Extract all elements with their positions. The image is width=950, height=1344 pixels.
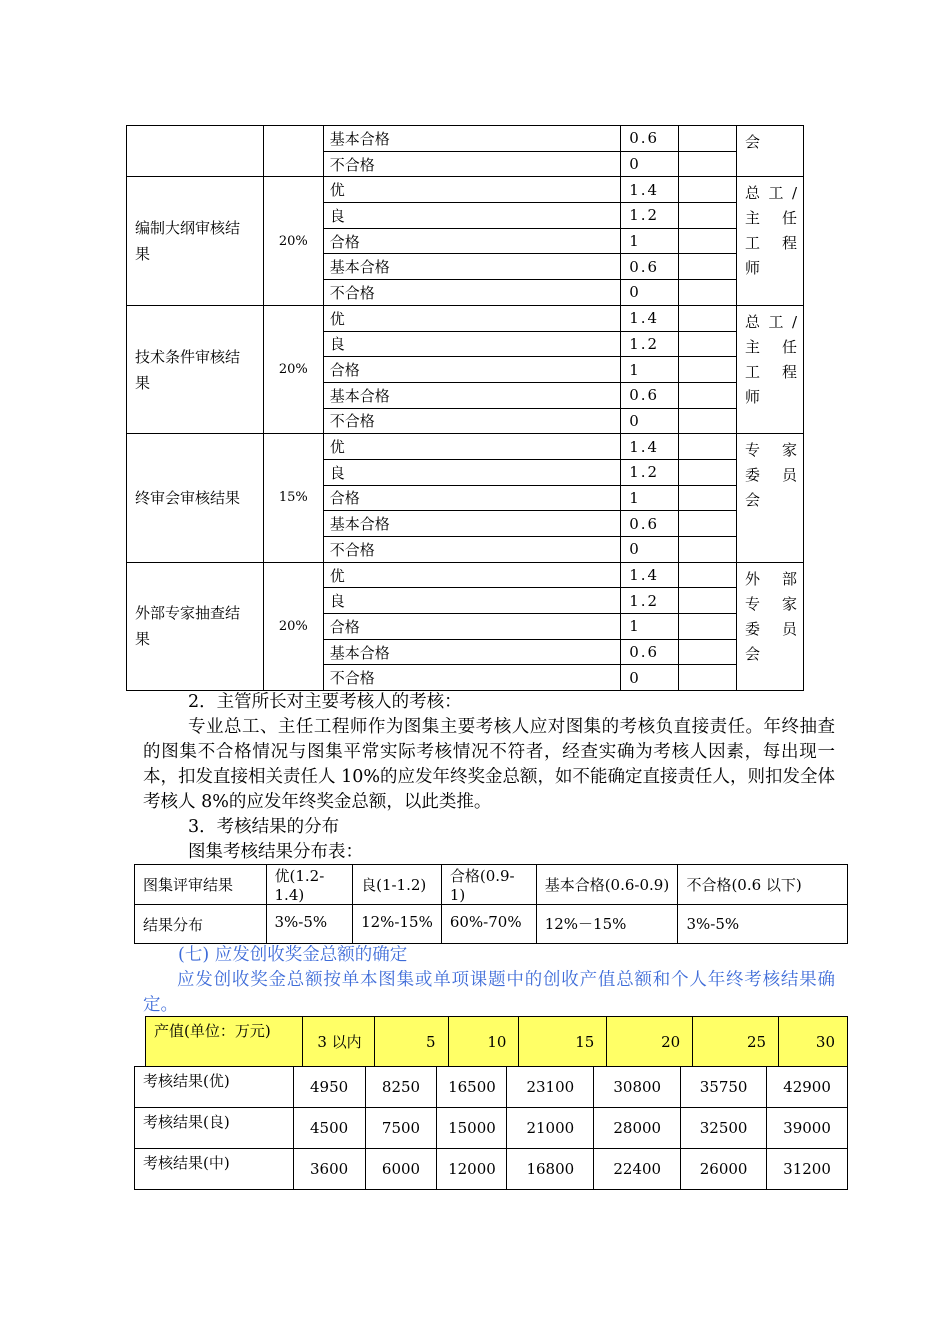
- bonus-value: 35750: [681, 1067, 767, 1108]
- blank-cell: [679, 588, 737, 614]
- blank-cell: [679, 203, 737, 229]
- bonus-row: [135, 1149, 848, 1190]
- grade-value: 0: [621, 280, 679, 306]
- blank-cell: [679, 665, 737, 691]
- assessor-line: 主 任: [745, 209, 797, 228]
- blank-cell: [679, 614, 737, 640]
- bonus-table: [134, 1066, 848, 1190]
- grade-value: 1.4: [621, 177, 679, 203]
- blank-cell: [679, 459, 737, 485]
- grade-label: 基本合格: [323, 639, 620, 665]
- distribution-header-cell: 优(1.2-1.4): [266, 865, 353, 905]
- distribution-cell: 3%-5%: [266, 905, 353, 944]
- blank-cell: [679, 305, 737, 331]
- weight-cell: 15%: [263, 434, 323, 562]
- distribution-cell: 3%-5%: [678, 905, 848, 944]
- distribution-header-cell: 良(1-1.2): [353, 865, 442, 905]
- assessor-line: 会: [745, 491, 761, 510]
- grade-label: 良: [323, 588, 620, 614]
- distribution-cell: 60%-70%: [441, 905, 536, 944]
- bonus-row-label: 考核结果(优): [135, 1067, 294, 1108]
- bonus-value: 7500: [365, 1108, 437, 1149]
- section2-body: 专业总工、主任工程师作为图集主要考核人应对图集的考核负直接责任。年终抽查的图集不合格情况与图集平常实际考核情况不符者，经查实确为考核人因素，每出现一本，扣发直接相关责任人 10%的应发年终奖金总额，如不能确定直接责任人，则扣发全体考核人 8%的应发年终奖金总额，以此类推。: [143, 717, 835, 812]
- grade-label: 不合格: [323, 151, 620, 177]
- grade-value: 1: [621, 614, 679, 640]
- grade-label: 基本合格: [323, 382, 620, 408]
- grade-label: 优: [323, 434, 620, 460]
- assessor-line: 总工/: [745, 184, 797, 203]
- grade-value: 0: [621, 151, 679, 177]
- weight-cell: 20%: [263, 177, 323, 305]
- distribution-header-row: [135, 865, 848, 905]
- bonus-value: 15000: [437, 1108, 507, 1149]
- assessor-cell: [737, 305, 804, 433]
- output-header-value: 30: [779, 1017, 848, 1067]
- assessor-line: 外 部: [745, 569, 797, 588]
- blank-cell: [679, 177, 737, 203]
- grade-label: 良: [323, 459, 620, 485]
- distribution-cell: 结果分布: [135, 905, 267, 944]
- section7-body: 应发创收奖金总额按单本图集或单项课题中的创收产值总额和个人年终考核结果确定。: [143, 970, 835, 1015]
- blank-cell: [679, 485, 737, 511]
- assessor-cell: [737, 126, 804, 177]
- section7-heading: (七) 应发创收奖金总额的确定: [178, 945, 408, 965]
- bonus-value: 16500: [437, 1067, 507, 1108]
- blank-cell: [679, 639, 737, 665]
- assessor-line: 工 程: [745, 234, 797, 253]
- bonus-value: 31200: [767, 1149, 848, 1190]
- assessor-line: 会: [745, 133, 761, 151]
- bonus-value: 8250: [365, 1067, 437, 1108]
- distribution-table: [134, 864, 848, 944]
- distribution-header-cell: 合格(0.9-1): [441, 865, 536, 905]
- grade-value: 0: [621, 408, 679, 434]
- output-header-value: 15: [519, 1017, 607, 1067]
- assessor-cell: [737, 177, 804, 305]
- grade-value: 1.4: [621, 305, 679, 331]
- grade-row: [127, 562, 804, 588]
- blank-cell: [679, 254, 737, 280]
- blank-cell: [679, 434, 737, 460]
- bonus-value: 21000: [507, 1108, 594, 1149]
- weight-cell: 20%: [263, 562, 323, 690]
- bonus-table-header: [145, 1016, 848, 1067]
- distribution-value-row: [135, 905, 848, 944]
- grade-label: 基本合格: [323, 126, 620, 152]
- grade-value: 1.2: [621, 459, 679, 485]
- bonus-value: 4950: [293, 1067, 365, 1108]
- output-header-value: 5: [374, 1017, 448, 1067]
- distribution-header-cell: 基本合格(0.6-0.9): [536, 865, 678, 905]
- assessor-line: 委 员: [745, 466, 797, 485]
- bonus-value: 3600: [293, 1149, 365, 1190]
- grade-value: 1: [621, 485, 679, 511]
- grade-value: 0: [621, 665, 679, 691]
- blank-cell: [679, 562, 737, 588]
- distribution-cell: 12%－15%: [536, 905, 678, 944]
- bonus-value: 16800: [507, 1149, 594, 1190]
- bonus-value: 23100: [507, 1067, 594, 1108]
- blank-cell: [679, 331, 737, 357]
- assessor-cell: [737, 562, 804, 690]
- grade-table: [126, 125, 804, 691]
- grade-value: 0.6: [621, 254, 679, 280]
- grade-label: 合格: [323, 614, 620, 640]
- distribution-header-cell: 图集评审结果: [135, 865, 267, 905]
- grade-label: 基本合格: [323, 511, 620, 537]
- grade-value: 1.4: [621, 434, 679, 460]
- blank-cell: [679, 126, 737, 152]
- bonus-row-label: 考核结果(中): [135, 1149, 294, 1190]
- grade-label: 不合格: [323, 537, 620, 563]
- bonus-value: 6000: [365, 1149, 437, 1190]
- blank-cell: [679, 228, 737, 254]
- output-header-label: 产值(单位：万元): [146, 1017, 303, 1067]
- bonus-value: 28000: [594, 1108, 681, 1149]
- bonus-value: 42900: [767, 1067, 848, 1108]
- bonus-row: [135, 1067, 848, 1108]
- assessor-cell: [737, 434, 804, 562]
- grade-value: 1.2: [621, 203, 679, 229]
- assessor-line: 师: [745, 259, 761, 278]
- assessor-line: 师: [745, 387, 761, 406]
- grade-value: 0.6: [621, 382, 679, 408]
- assessor-line: 委 员: [745, 619, 797, 638]
- bonus-value: 30800: [594, 1067, 681, 1108]
- weight-cell: 20%: [263, 305, 323, 433]
- blank-cell: [679, 280, 737, 306]
- bonus-row: [135, 1108, 848, 1149]
- distribution-cell: 12%-15%: [353, 905, 442, 944]
- assessor-line: 总工/: [745, 312, 797, 331]
- grade-value: 1.2: [621, 331, 679, 357]
- grade-value: 0: [621, 537, 679, 563]
- grade-value: 0.6: [621, 126, 679, 152]
- grade-label: 优: [323, 562, 620, 588]
- bonus-value: 26000: [681, 1149, 767, 1190]
- grade-label: 基本合格: [323, 254, 620, 280]
- grade-value: 0.6: [621, 511, 679, 537]
- category-cell: [127, 126, 264, 177]
- grade-row: [127, 434, 804, 460]
- blank-cell: [679, 357, 737, 383]
- grade-label: 优: [323, 305, 620, 331]
- grade-label: 不合格: [323, 408, 620, 434]
- grade-label: 良: [323, 203, 620, 229]
- output-header-value: 25: [693, 1017, 779, 1067]
- blank-cell: [679, 151, 737, 177]
- grade-value: 0.6: [621, 639, 679, 665]
- section3-heading: 3．考核结果的分布: [188, 817, 340, 837]
- assessor-line: 专 家: [745, 594, 797, 613]
- weight-cell: [263, 126, 323, 177]
- bonus-value: 32500: [681, 1108, 767, 1149]
- output-header-value: 20: [607, 1017, 693, 1067]
- grade-value: 1.4: [621, 562, 679, 588]
- blank-cell: [679, 382, 737, 408]
- section2-heading: 2．主管所长对主要考核人的考核：: [188, 692, 462, 712]
- category-cell: 编制大纲审核结果: [127, 177, 264, 305]
- grade-label: 合格: [323, 485, 620, 511]
- assessor-line: 会: [745, 644, 761, 663]
- category-cell: 终审会审核结果: [127, 434, 264, 562]
- bonus-value: 39000: [767, 1108, 848, 1149]
- distribution-header-cell: 不合格(0.6 以下): [678, 865, 848, 905]
- output-header-value: 10: [448, 1017, 519, 1067]
- grade-label: 不合格: [323, 665, 620, 691]
- output-header-value: 3 以内: [302, 1017, 374, 1067]
- category-cell: 技术条件审核结果: [127, 305, 264, 433]
- blank-cell: [679, 408, 737, 434]
- assessor-line: 主 任: [745, 337, 797, 356]
- grade-row: [127, 126, 804, 152]
- grade-row: [127, 305, 804, 331]
- grade-value: 1: [621, 228, 679, 254]
- blank-cell: [679, 511, 737, 537]
- grade-value: 1.2: [621, 588, 679, 614]
- distribution-table-caption: 图集考核结果分布表：: [188, 842, 363, 862]
- grade-label: 不合格: [323, 280, 620, 306]
- category-cell: 外部专家抽查结果: [127, 562, 264, 690]
- grade-value: 1: [621, 357, 679, 383]
- grade-label: 优: [323, 177, 620, 203]
- assessor-line: 专 家: [745, 441, 797, 460]
- grade-label: 良: [323, 331, 620, 357]
- bonus-value: 22400: [594, 1149, 681, 1190]
- bonus-value: 12000: [437, 1149, 507, 1190]
- grade-label: 合格: [323, 357, 620, 383]
- blank-cell: [679, 537, 737, 563]
- assessor-line: 工 程: [745, 362, 797, 381]
- grade-label: 合格: [323, 228, 620, 254]
- bonus-value: 4500: [293, 1108, 365, 1149]
- grade-row: [127, 177, 804, 203]
- bonus-row-label: 考核结果(良): [135, 1108, 294, 1149]
